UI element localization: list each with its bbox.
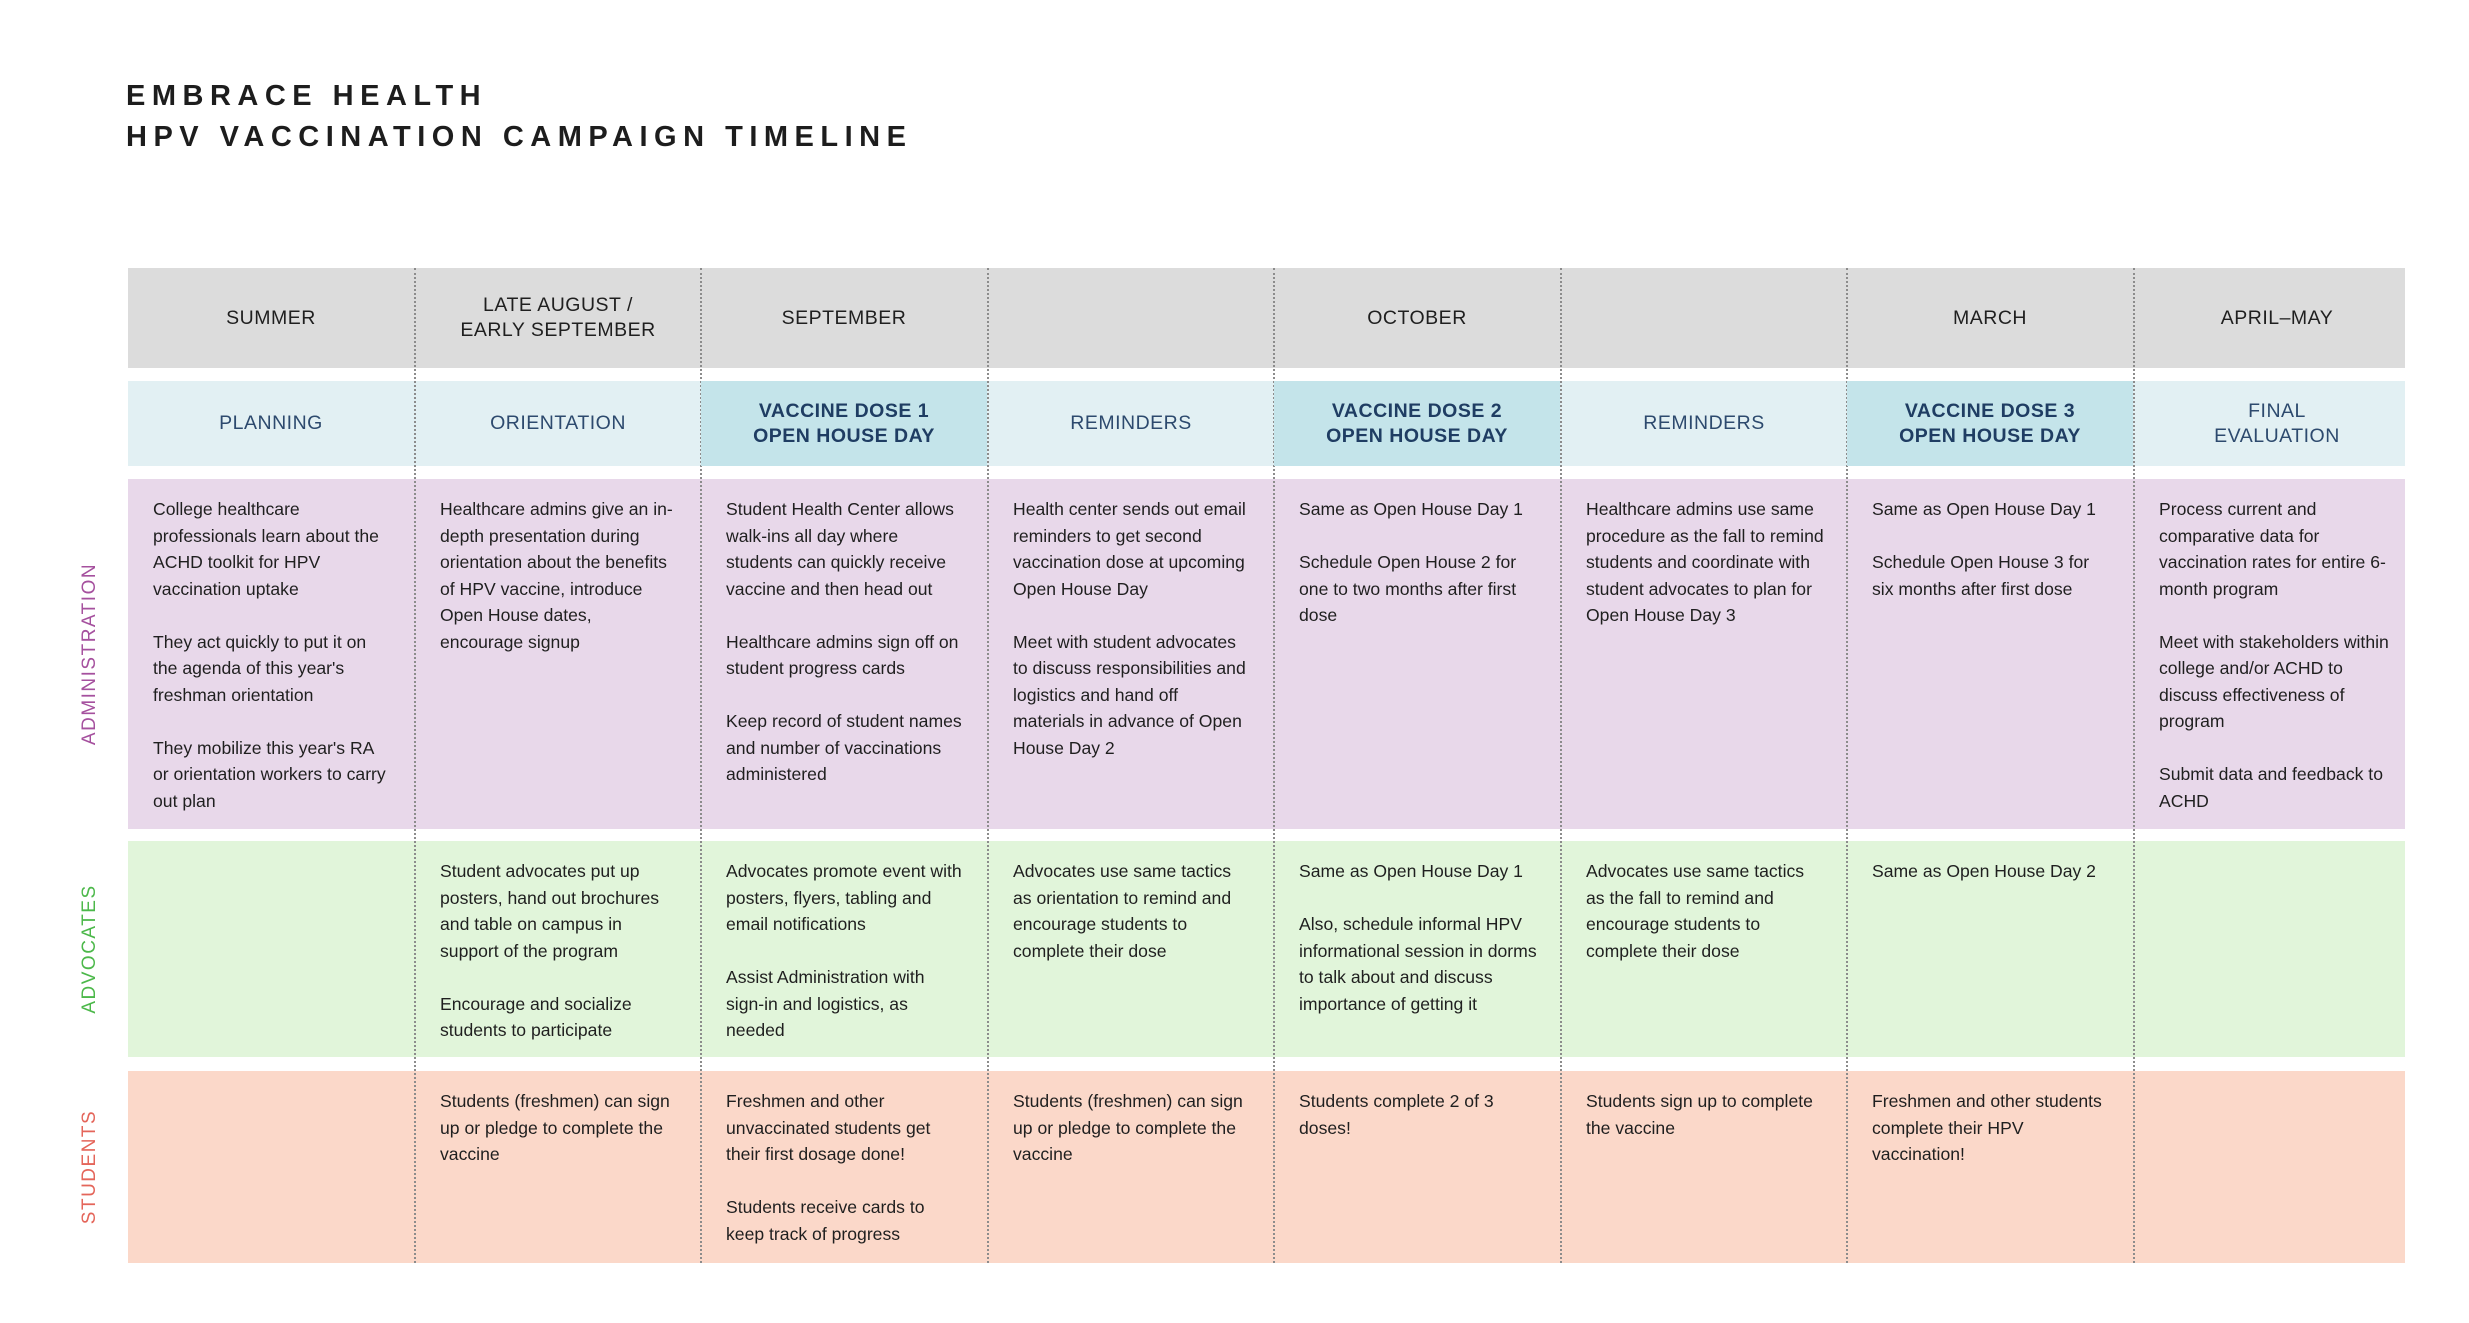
- month-header-5: [1274, 268, 1560, 368]
- administration-cell-2: [415, 496, 701, 655]
- students-cell-3: [701, 1088, 987, 1247]
- phase-header-1: [128, 381, 414, 466]
- month-header-4: [988, 268, 1274, 368]
- title-line-2: HPV VACCINATION CAMPAIGN TIMELINE: [126, 121, 913, 153]
- page-title: [126, 76, 912, 158]
- administration-paragraph: Same as Open House Day 1: [1299, 499, 1523, 519]
- month-header-line: SEPTEMBER: [781, 306, 907, 329]
- phase-header-8: [2134, 381, 2420, 466]
- students-paragraph: Students (freshmen) can sign up or pledge to complete the vaccine: [440, 1091, 670, 1164]
- administration-paragraph: Healthcare admins use same procedure as the fall to remind students and coordinate with student advocates to plan for Open House Day 3: [1586, 499, 1824, 625]
- month-header-line: EARLY SEPTEMBER: [460, 319, 656, 341]
- phase-header-line: OPEN HOUSE DAY: [1899, 424, 2081, 447]
- administration-cell-6: [1561, 496, 1847, 629]
- month-header-line: LATE AUGUST /: [483, 294, 633, 316]
- administration-cell-1: [128, 496, 414, 814]
- phase-header-4: [988, 381, 1274, 466]
- advocates-paragraph: Student advocates put up posters, hand out brochures and table on campus in support of the program: [440, 861, 660, 961]
- row-label-advocates-text: ADVOCATES: [79, 884, 100, 1014]
- advocates-paragraph: Advocates promote event with posters, flyers, tabling and email notifications: [726, 861, 962, 934]
- administration-paragraph: Submit data and feedback to ACHD: [2159, 764, 2383, 811]
- advocates-paragraph: Advocates use same tactics as orientation to remind and encourage students to complete their dose: [1013, 861, 1232, 961]
- phase-header-line: REMINDERS: [1070, 412, 1192, 434]
- title-line-1: EMBRACE HEALTH: [126, 80, 488, 112]
- administration-cell-7: [1847, 496, 2133, 602]
- administration-cell-8: [2134, 496, 2420, 814]
- phase-header-line: PLANNING: [219, 412, 323, 434]
- month-header-7: [1847, 268, 2133, 368]
- phase-header-5: [1274, 381, 1560, 466]
- phase-header-2: [415, 381, 701, 466]
- students-cell-2: [415, 1088, 701, 1168]
- administration-paragraph: Same as Open House Day 1: [1872, 499, 2096, 519]
- phase-header-line: EVALUATION: [2214, 424, 2340, 447]
- students-paragraph: Students (freshmen) can sign up or pledge to complete the vaccine: [1013, 1091, 1243, 1164]
- administration-paragraph: Student Health Center allows walk-ins all day where students can quickly receive vaccine and then head out: [726, 499, 954, 599]
- phase-header-line: VACCINE DOSE 1: [758, 399, 930, 422]
- administration-paragraph: Health center sends out email reminders to get second vaccination dose at upcoming Open House Day: [1013, 499, 1246, 599]
- advocates-paragraph: Same as Open House Day 1: [1299, 861, 1523, 881]
- month-header-line: OCTOBER: [1367, 306, 1467, 329]
- administration-paragraph: Healthcare admins give an in-depth presentation during orientation about the benefits of HPV vaccine, introduce Open House dates, encourage signup: [440, 499, 673, 652]
- month-header-line: APRIL–MAY: [2220, 306, 2334, 329]
- administration-paragraph: Process current and comparative data for vaccination rates for entire 6-month program: [2159, 499, 2386, 599]
- phase-header-line: OPEN HOUSE DAY: [753, 424, 935, 447]
- month-header-1: [128, 268, 414, 368]
- administration-paragraph: They mobilize this year's RA or orientation workers to carry out plan: [153, 737, 386, 811]
- phase-header-line: VACCINE DOSE 2: [1331, 399, 1503, 422]
- row-label-students-text: STUDENTS: [79, 1109, 100, 1225]
- administration-cell-5: [1274, 496, 1560, 629]
- administration-cell-3: [701, 496, 987, 788]
- advocates-cell-6: [1561, 858, 1847, 964]
- administration-cell-4: [988, 496, 1274, 761]
- phase-header-3: [701, 381, 987, 466]
- administration-paragraph: Schedule Open House 3 for six months after first dose: [1872, 552, 2090, 599]
- phase-header-line: ORIENTATION: [490, 412, 626, 434]
- administration-paragraph: College healthcare professionals learn about the ACHD toolkit for HPV vaccination uptake: [153, 499, 379, 599]
- administration-paragraph: Schedule Open House 2 for one to two months after first dose: [1299, 552, 1517, 625]
- phase-header-7: [1847, 381, 2133, 466]
- advocates-paragraph: Encourage and socialize students to participate: [440, 993, 632, 1040]
- administration-paragraph: Meet with stakeholders within college and/or ACHD to discuss effectiveness of program: [2159, 631, 2389, 731]
- month-header-line: MARCH: [1953, 306, 2027, 329]
- phase-header-6: [1561, 381, 1847, 466]
- students-paragraph: Freshmen and other students complete their HPV vaccination!: [1872, 1091, 2102, 1164]
- students-cell-4: [988, 1088, 1274, 1168]
- administration-paragraph: Healthcare admins sign off on student progress cards: [726, 631, 959, 678]
- students-cell-6: [1561, 1088, 1847, 1141]
- students-cell-5: [1274, 1088, 1560, 1141]
- students-paragraph: Students receive cards to keep track of progress: [726, 1197, 925, 1244]
- advocates-cell-5: [1274, 858, 1560, 1017]
- advocates-paragraph: Advocates use same tactics as the fall to remind and encourage students to complete their dose: [1586, 861, 1805, 961]
- students-paragraph: Students sign up to complete the vaccine: [1586, 1091, 1813, 1138]
- students-cell-7: [1847, 1088, 2133, 1168]
- advocates-cell-2: [415, 858, 701, 1044]
- administration-paragraph: Meet with student advocates to discuss responsibilities and logistics and hand off materials in advance of Open House Day 2: [1013, 631, 1246, 758]
- phase-header-line: VACCINE DOSE 3: [1904, 399, 2076, 422]
- month-header-3: [701, 268, 987, 368]
- month-header-6: [1561, 268, 1847, 368]
- month-header-8: [2134, 268, 2420, 368]
- phase-header-line: FINAL: [2248, 399, 2306, 422]
- administration-paragraph: Keep record of student names and number of vaccinations administered: [726, 711, 962, 784]
- students-paragraph: Students complete 2 of 3 doses!: [1299, 1091, 1494, 1138]
- advocates-cell-7: [1847, 858, 2133, 885]
- advocates-paragraph: Same as Open House Day 2: [1872, 861, 2096, 881]
- advocates-paragraph: Assist Administration with sign-in and logistics, as needed: [726, 967, 925, 1040]
- month-header-2: [415, 268, 701, 368]
- phase-header-line: OPEN HOUSE DAY: [1326, 424, 1508, 447]
- row-label-administration-text: ADMINISTRATION: [79, 562, 100, 746]
- month-header-line: SUMMER: [226, 306, 316, 329]
- advocates-paragraph: Also, schedule informal HPV informational session in dorms to talk about and discuss importance of getting it: [1299, 914, 1537, 1014]
- students-paragraph: Freshmen and other unvaccinated students get their first dosage done!: [726, 1091, 931, 1164]
- administration-paragraph: They act quickly to put it on the agenda of this year's freshman orientation: [153, 631, 367, 705]
- advocates-cell-3: [701, 858, 987, 1044]
- phase-header-line: REMINDERS: [1643, 412, 1765, 434]
- advocates-cell-4: [988, 858, 1274, 964]
